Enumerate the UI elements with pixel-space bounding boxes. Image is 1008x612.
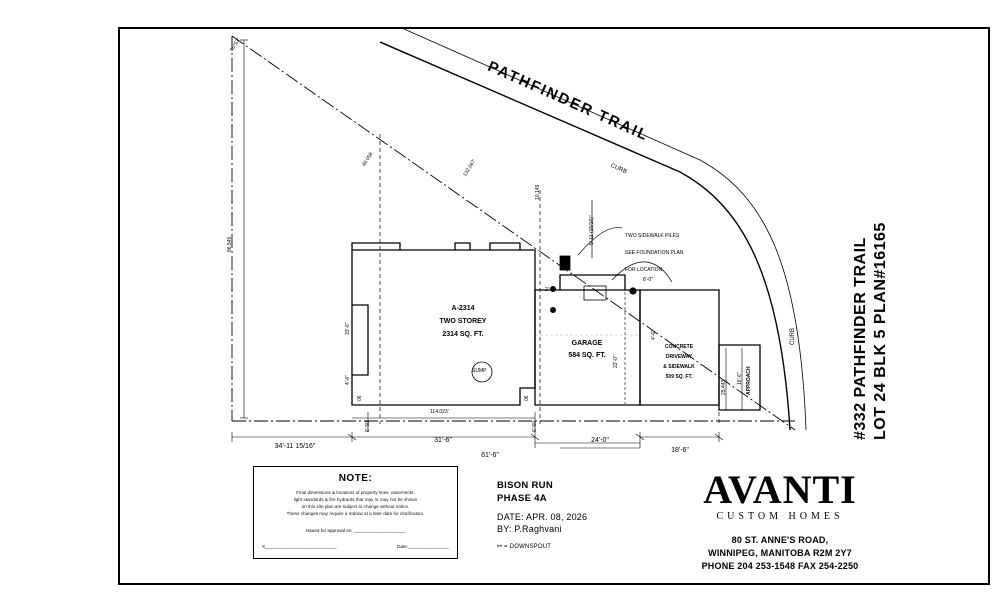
note-title: NOTE: bbox=[338, 473, 373, 484]
note-box bbox=[253, 466, 458, 559]
driveway-area-label: 509 SQ. FT. bbox=[665, 374, 693, 380]
company-logo-text: AVANTI bbox=[703, 467, 857, 512]
lot-north-angle: 95°57' bbox=[229, 37, 242, 53]
note-body-line-3: on this site plan are subject to change without notice. bbox=[301, 503, 410, 509]
dim-16-6: 16'-6" bbox=[737, 372, 743, 385]
project-name: BISON RUN bbox=[497, 480, 554, 491]
house-width-overall-dim: 114.023' bbox=[430, 409, 449, 415]
house-depth-left-dim: 33'-6" bbox=[345, 322, 351, 335]
dim-25-443: 25.443 bbox=[721, 379, 727, 395]
lot-left-bearing: 86.545 bbox=[227, 236, 233, 252]
downspout-legend-label: = DOWNSPOUT bbox=[504, 544, 552, 550]
bottom-dim-2: 31'-6" bbox=[434, 437, 452, 444]
house-type-label: TWO STOREY bbox=[439, 318, 487, 325]
note-signature-field: X____________________________ bbox=[262, 543, 337, 549]
sheet-title-lot: LOT 24 BLK 5 PLAN#16165 bbox=[872, 222, 889, 440]
note-issued-line: Issued for approval on: ____________________ bbox=[305, 527, 406, 533]
note-body-line-1: Final dimensions & locations of property lines, easements, bbox=[296, 490, 415, 495]
driveway-label-2: DRIVEWAY bbox=[665, 354, 693, 360]
curb-label-2: CURB bbox=[790, 327, 796, 345]
company-logo-block bbox=[620, 467, 940, 573]
house-model-label: A-2314 bbox=[451, 305, 475, 312]
garage-label: GARAGE bbox=[571, 340, 603, 347]
dim-5-11: 5'-11 (15/16)" bbox=[589, 215, 595, 245]
note-body-line-4: These changes may require a redraw at a later date for clarification. bbox=[286, 510, 425, 516]
bottom-dim-1: 34'-11 15/16" bbox=[274, 443, 316, 450]
approach-label: APPROACH bbox=[746, 366, 752, 395]
sidewalk-piles-note bbox=[625, 222, 684, 285]
house-left-offset-dim: 4'-6" bbox=[345, 375, 351, 385]
company-logo-subtitle: CUSTOM HOMES bbox=[716, 511, 844, 522]
right-of-house-dim: 10.145 bbox=[535, 184, 541, 200]
driveway-label-3: & SIDEWALK bbox=[663, 364, 695, 370]
sidewalk-piles-note-line3: FOR LOCATION. bbox=[625, 267, 664, 273]
bottom-dim-5: 18'-6" bbox=[671, 447, 689, 454]
sidewalk-piles-note-line1: TWO SIDEWALK PILES bbox=[625, 232, 680, 239]
dim-2-0: 2'-0" bbox=[545, 287, 555, 293]
sump-label: SUMP bbox=[472, 368, 487, 374]
sidewalk-piles-note-line2: SEE FOUNDATION PLAN bbox=[625, 249, 684, 256]
garage-depth-dim: 22'-0" bbox=[613, 355, 619, 368]
note-body-line-2: light standards & fire hydrants that may or may not be shown bbox=[293, 496, 418, 502]
note-date-field: Date:________________ bbox=[397, 543, 449, 549]
project-date: DATE: APR. 08, 2026 bbox=[497, 512, 588, 522]
downspout-symbol-icon: ⚯ bbox=[497, 544, 503, 550]
curb-label-1: CURB bbox=[609, 163, 628, 176]
street-name-label: PATHFINDER TRAIL bbox=[485, 58, 652, 145]
edge-small-dim-2: 06 bbox=[524, 395, 530, 401]
note-body bbox=[254, 490, 457, 518]
garage-front-dim: 4'-6" bbox=[651, 330, 657, 340]
driveway-label-1: CONCRETE bbox=[664, 344, 694, 350]
right-chain-dim: 6'-50 bbox=[532, 421, 538, 432]
project-drawn-by: BY: P.Raghvani bbox=[497, 524, 562, 534]
dim-8-0: 8'-0" bbox=[643, 277, 653, 283]
left-chain-dim: 6'-50 bbox=[365, 421, 371, 432]
lot-top-bearing: 48.058 bbox=[361, 151, 375, 168]
project-phase: PHASE 4A bbox=[497, 493, 547, 504]
bottom-dim-4: 24'-0" bbox=[591, 437, 609, 444]
garage-area-label: 584 SQ. FT. bbox=[568, 352, 606, 359]
sheet-title-address: #332 PATHFINDER TRAIL bbox=[852, 237, 869, 440]
front-setback-dim: 132.067' bbox=[462, 158, 478, 178]
company-phone-line: PHONE 204 253-1548 FAX 254-2250 bbox=[701, 561, 859, 572]
bottom-dim-3: 61'-6" bbox=[481, 452, 499, 459]
house-area-label: 2314 SQ. FT. bbox=[442, 331, 484, 338]
company-address-line2: WINNIPEG, MANITOBA R2M 2Y7 bbox=[708, 548, 852, 559]
edge-small-dim-1: 06 bbox=[357, 395, 363, 401]
company-address-line1: 80 ST. ANNE'S ROAD, bbox=[731, 535, 829, 545]
